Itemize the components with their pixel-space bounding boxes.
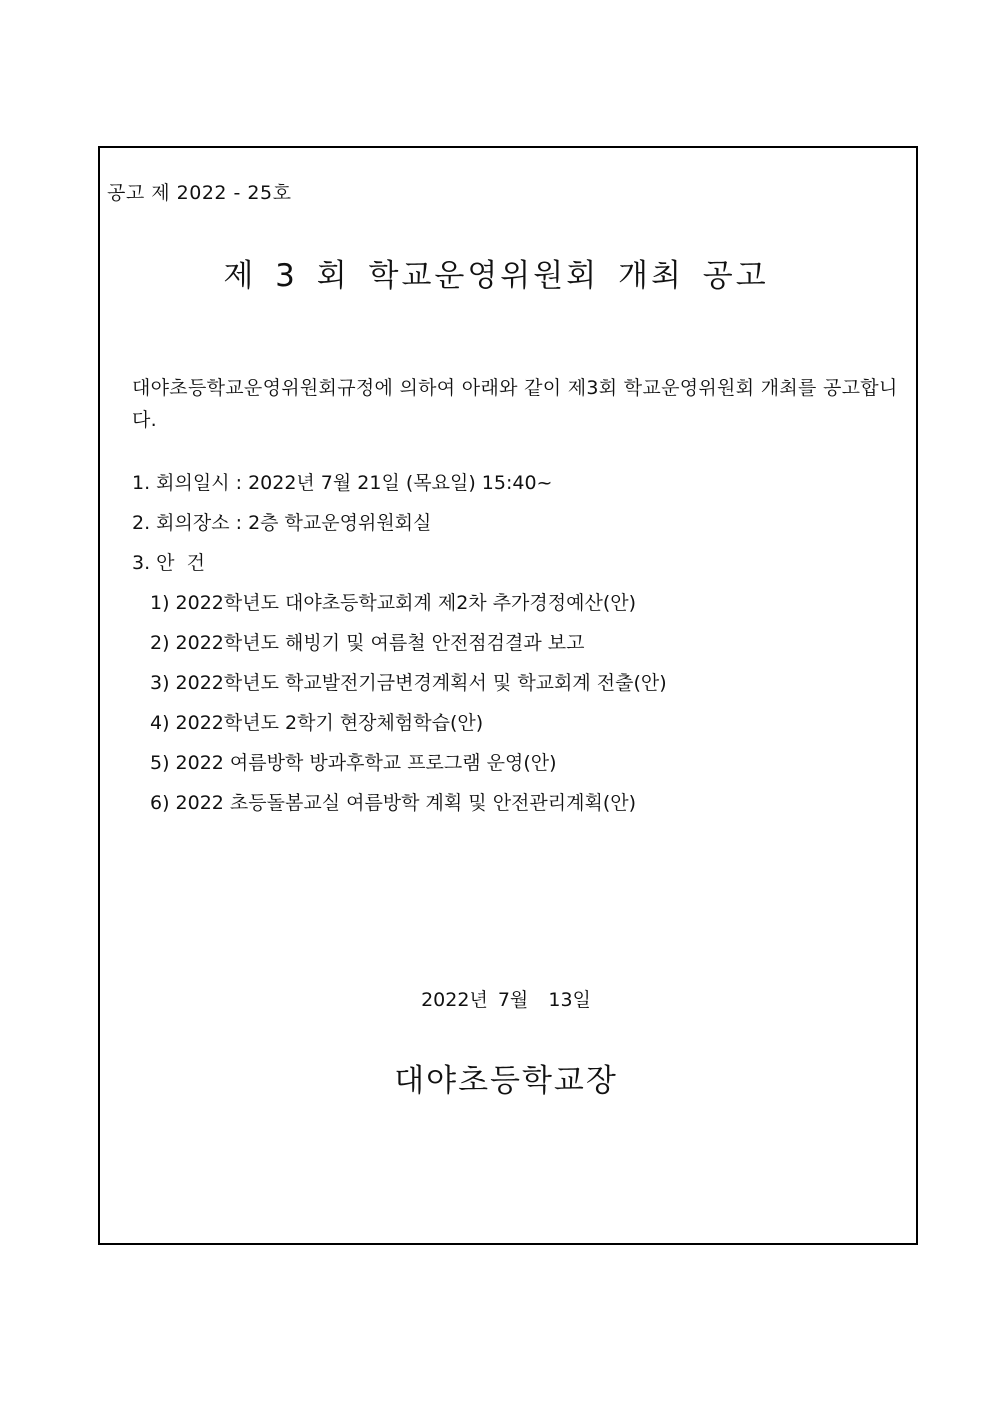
agenda-item: 2) 2022학년도 해빙기 및 여름철 안전점검결과 보고 xyxy=(150,632,585,654)
details-list xyxy=(132,467,892,827)
agenda-item: 6) 2022 초등돌봄교실 여름방학 계획 및 안전관리계획(안) xyxy=(150,792,636,814)
list-item-date-time: 1. 회의일시 : 2022년 7월 21일 (목요일) 15:40~ xyxy=(132,472,553,494)
document-title: 제 3 회 학교운영위원회 개최 공고 xyxy=(223,258,769,294)
intro-paragraph: 대야초등학교운영위원회규정에 의하여 아래와 같이 제3회 학교운영위원회 개최를 공고합니다. xyxy=(132,377,898,431)
issue-date: 2022년 7월 13일 xyxy=(421,989,591,1011)
agenda-container xyxy=(132,587,892,827)
signer-name: 대야초등학교장 xyxy=(394,1063,618,1099)
notice-number: 공고 제 2022 - 25호 xyxy=(107,182,292,204)
list-item-agenda-heading xyxy=(132,547,892,587)
list-item-location: 2. 회의장소 : 2층 학교운영위원회실 xyxy=(132,512,432,534)
agenda-list xyxy=(132,587,892,827)
agenda-item: 3) 2022학년도 학교발전기금변경계획서 및 학교회계 전출(안) xyxy=(150,672,667,694)
agenda-item: 4) 2022학년도 2학기 현장체험학습(안) xyxy=(150,712,484,734)
agenda-item: 5) 2022 여름방학 방과후학교 프로그램 운영(안) xyxy=(150,752,557,774)
agenda-heading: 3. 안 건 xyxy=(132,552,205,574)
agenda-item: 1) 2022학년도 대야초등학교회계 제2차 추가경정예산(안) xyxy=(150,592,637,614)
